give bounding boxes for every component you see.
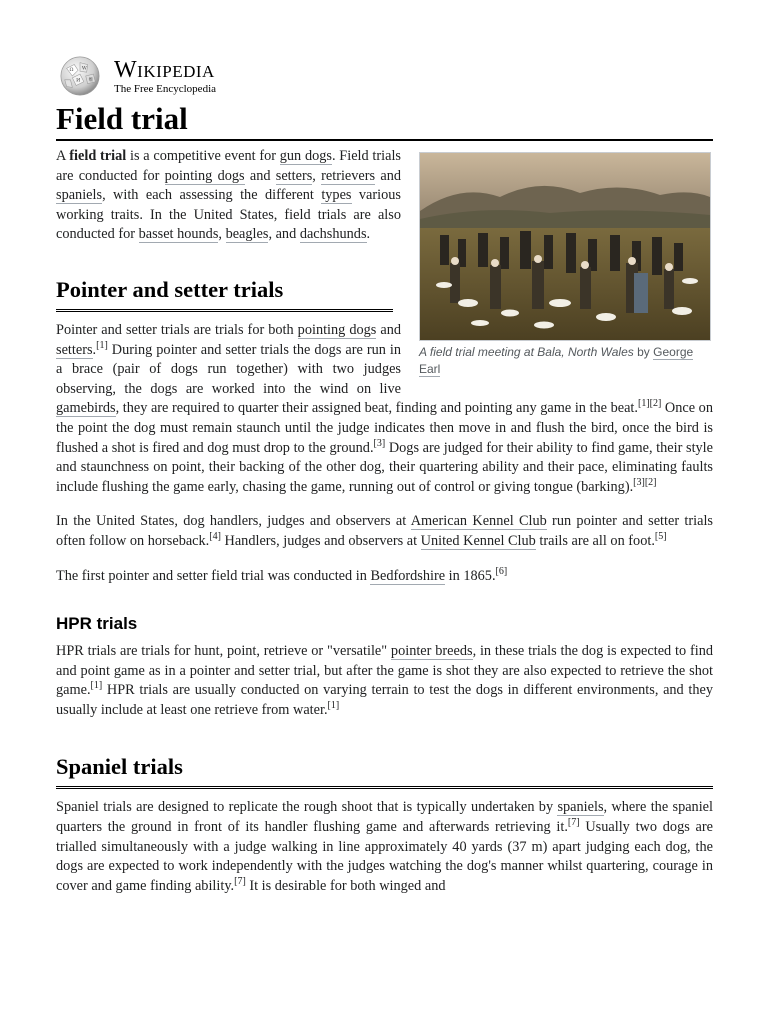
citation-link[interactable]: [7] xyxy=(234,876,246,888)
field-trial-painting[interactable] xyxy=(419,152,711,341)
citation[interactable] xyxy=(209,531,221,542)
text: Once on the point the dog must remain staunch until the judge indicates then move in and flush the bird, once the bird is flushed a shot is fired and dog must drop to the ground. xyxy=(56,400,713,456)
article-page xyxy=(56,54,713,896)
citation-link[interactable]: [1] xyxy=(96,339,108,351)
wikipedia-wordmark: Wikipedia xyxy=(114,56,215,83)
citation-link[interactable]: [1] xyxy=(327,700,340,712)
text: and xyxy=(244,167,276,184)
link-pointing-dogs[interactable]: pointing dogs xyxy=(164,167,245,184)
citation-link[interactable]: [6] xyxy=(495,565,508,577)
figure-caption xyxy=(419,344,713,378)
link-pointing-dogs[interactable]: pointing dogs xyxy=(297,321,377,338)
text: various working traits. In the United States, field trials are also conducted for xyxy=(56,187,401,243)
citation-link[interactable]: [5] xyxy=(654,531,667,543)
citation[interactable] xyxy=(234,876,246,887)
citation-link[interactable]: [4] xyxy=(209,531,221,543)
citation-link[interactable]: [7] xyxy=(567,817,580,829)
caption-by: by xyxy=(637,345,650,359)
page-title: Field trial xyxy=(56,100,713,141)
text: It is desirable for both winged and xyxy=(245,877,446,894)
text: Handlers, judges and observers at xyxy=(220,532,421,549)
wikipedia-globe-icon xyxy=(56,55,104,97)
citation[interactable] xyxy=(96,340,108,351)
citation[interactable] xyxy=(568,817,580,828)
citation[interactable] xyxy=(655,531,667,542)
citation[interactable] xyxy=(633,477,656,488)
pointer-paragraph-3 xyxy=(56,567,713,587)
citation[interactable] xyxy=(328,700,340,711)
text: in 1865. xyxy=(445,567,496,584)
caption-text: A field trial meeting at Bala, North Wales xyxy=(419,345,634,359)
link-gun-dogs[interactable]: gun dogs xyxy=(279,148,332,164)
text: run pointer and setter trials often follow on horseback. xyxy=(56,513,713,549)
text: , with each assessing the different xyxy=(102,187,322,204)
text: is a competitive event for xyxy=(126,148,280,164)
hpr-paragraph-1 xyxy=(56,642,713,720)
spaniel-paragraph-1 xyxy=(56,798,713,896)
link-setters[interactable]: setters xyxy=(56,341,93,358)
pointer-paragraph-2 xyxy=(56,512,713,551)
citation-link[interactable]: [1] xyxy=(637,398,650,410)
svg-text:维: 维 xyxy=(88,77,94,83)
text: HPR trials are trials for hunt, point, retrieve or "versatile" xyxy=(56,643,391,660)
text: , xyxy=(312,167,322,184)
svg-text:И: И xyxy=(76,78,81,84)
text: . Field trials are conducted for xyxy=(56,148,401,184)
link-dachshunds[interactable]: dachshunds xyxy=(299,226,367,243)
text: Dogs are judged for their ability to find game, their style and staunchness on point, their backing of the other dog, their quartering ability and their pace, eliminating faults include flushing the game early, chasing the game, running out of control or giving tongue (barking). xyxy=(56,439,714,495)
text: Pointer and setter trials are trials for both xyxy=(56,321,298,338)
citation-link[interactable]: [3] xyxy=(633,476,645,488)
citation-link[interactable]: [3] xyxy=(373,437,386,449)
text: and xyxy=(376,321,402,338)
section-heading-spaniel: Spaniel trials xyxy=(56,752,713,789)
citation-link[interactable]: [2] xyxy=(649,398,662,410)
section-heading-pointer: Pointer and setter trials xyxy=(56,275,393,312)
citation[interactable] xyxy=(91,681,103,692)
text: A xyxy=(56,148,70,164)
citation[interactable] xyxy=(496,566,508,577)
link-american-kennel-club[interactable]: American Kennel Club xyxy=(410,513,547,530)
text: . xyxy=(92,341,97,358)
text: Usually two dogs are trialled simultaneously with a judge walking in line approximately 40 yards (37 m) apart judging each dog, the dogs are expected to work independently with the judges watching the dog's manner whilst quartering, courage in cover and game finding ability. xyxy=(56,819,713,894)
text: trails are all on foot. xyxy=(535,532,655,549)
text: Spaniel trials are designed to replicate the rough shoot that is typically undertaken by xyxy=(56,799,558,816)
text: . xyxy=(366,226,371,243)
link-pointer-breeds[interactable]: pointer breeds xyxy=(390,643,473,660)
text: The first pointer and setter field trial was conducted in xyxy=(56,567,371,584)
link-spaniels[interactable]: spaniels xyxy=(56,187,103,204)
text: , and xyxy=(268,226,300,243)
svg-text:W: W xyxy=(81,66,87,72)
link-bedfordshire[interactable]: Bedfordshire xyxy=(370,567,446,584)
svg-text:Ω: Ω xyxy=(69,68,74,74)
citation-link[interactable]: [2] xyxy=(644,476,657,488)
link-beagles[interactable]: beagles xyxy=(225,226,269,243)
text: and xyxy=(375,167,402,184)
link-gamebirds[interactable]: gamebirds xyxy=(56,400,116,417)
text: , where the spaniel quarters the ground in front of its handler flushing game and afterwards retrieving it. xyxy=(56,799,713,836)
article-figure xyxy=(419,152,713,378)
text: , xyxy=(218,226,226,243)
section-heading-hpr: HPR trials xyxy=(56,614,138,634)
text: During pointer and setter trials the dogs are run in a brace (pair of dogs run together) with two judges observing, the dogs are worked into the wind on live xyxy=(56,341,401,397)
wikipedia-logo[interactable] xyxy=(56,54,713,98)
link-basset-hounds[interactable]: basset hounds xyxy=(138,226,219,243)
link-types[interactable]: types xyxy=(321,187,352,204)
citation[interactable] xyxy=(374,438,386,449)
text: , they are required to quarter their assigned beat, finding and pointing any game in the beat. xyxy=(115,400,638,417)
link-spaniels[interactable]: spaniels xyxy=(557,799,604,816)
citation-link[interactable]: [1] xyxy=(90,680,103,692)
text: In the United States, dog handlers, judges and observers at xyxy=(56,513,411,530)
wikipedia-tagline: The Free Encyclopedia xyxy=(114,82,217,95)
text: , in these trials the dog is expected to find and point game as in a pointer and setter trial, but after the game is shot they are also expected to retrieve the shot game. xyxy=(56,643,713,699)
caption-author-link[interactable]: George Earl xyxy=(419,345,694,376)
citation[interactable] xyxy=(638,399,661,410)
link-united-kennel-club[interactable]: United Kennel Club xyxy=(420,532,536,549)
link-setters[interactable]: setters xyxy=(275,167,313,184)
link-retrievers[interactable]: retrievers xyxy=(321,167,376,184)
term-bold: field trial xyxy=(69,148,127,164)
text: HPR trials are usually conducted on varying terrain to test the dogs in different environments, and they usually include at least one retrieve from water. xyxy=(56,682,713,718)
